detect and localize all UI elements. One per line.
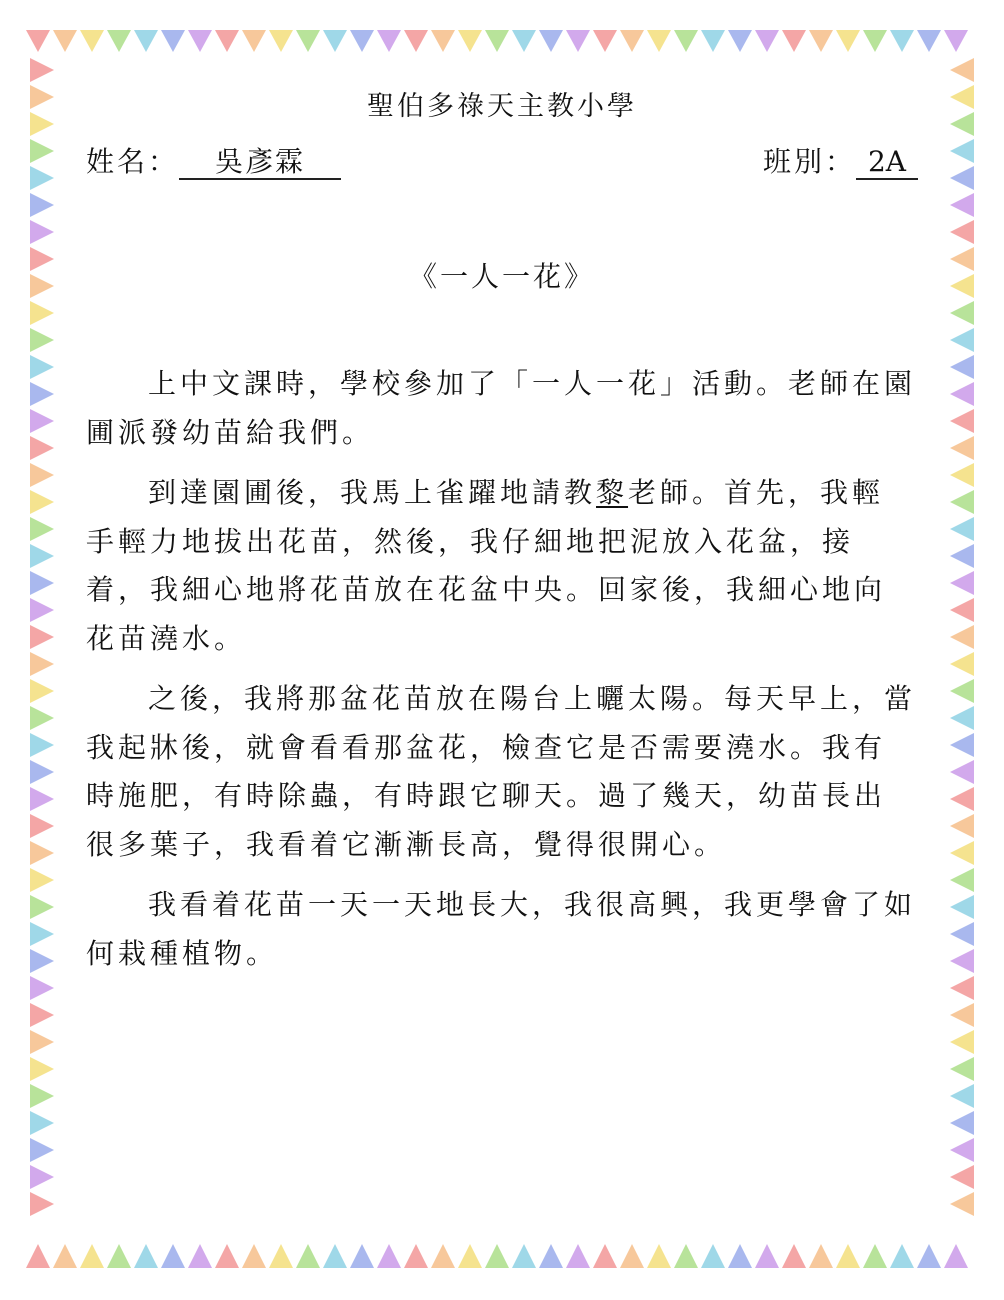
student-name-value: 吳彥霖 <box>179 146 341 180</box>
essay-paragraph-1: 上中文課時，學校參加了「一人一花」活動。老師在園圃派發幼苗給我們。 <box>86 367 917 449</box>
class-row <box>763 140 918 180</box>
name-label: 姓名： <box>86 145 180 178</box>
student-name-row <box>86 140 341 180</box>
essay-paragraph-4: 我看着花苗一天一天地長大，我很高興，我更學會了如何栽種植物。 <box>86 888 917 970</box>
essay-paragraph-3: 之後，我將那盆花苗放在陽台上曬太陽。每天早上，當我起牀後，就會看看那盆花，檢查它是否需要澆水。我有時施肥，有時除蟲，有時跟它聊天。過了幾天，幼苗長出很多葉子，我看着它漸漸長高，覺得很開心。 <box>86 682 917 861</box>
underlined-surname: 黎 <box>596 476 629 509</box>
school-name: 聖伯多祿天主教小學 <box>367 91 637 122</box>
essay-body <box>86 360 916 990</box>
class-label: 班別： <box>762 145 856 178</box>
paragraph-text: 到達園圃後，我馬上雀躍地請教 <box>148 476 597 509</box>
essay-paragraph-2 <box>86 469 916 663</box>
paragraph-text: 老師。首先，我輕手輕力地拔出花苗，然後，我仔細地把泥放入花盆，接着，我細心地將花苗放在花盆中央。回家後，我細心地向花苗澆水。 <box>86 476 887 655</box>
essay-title: 《一人一花》 <box>408 260 595 293</box>
class-value: 2A <box>856 146 918 180</box>
